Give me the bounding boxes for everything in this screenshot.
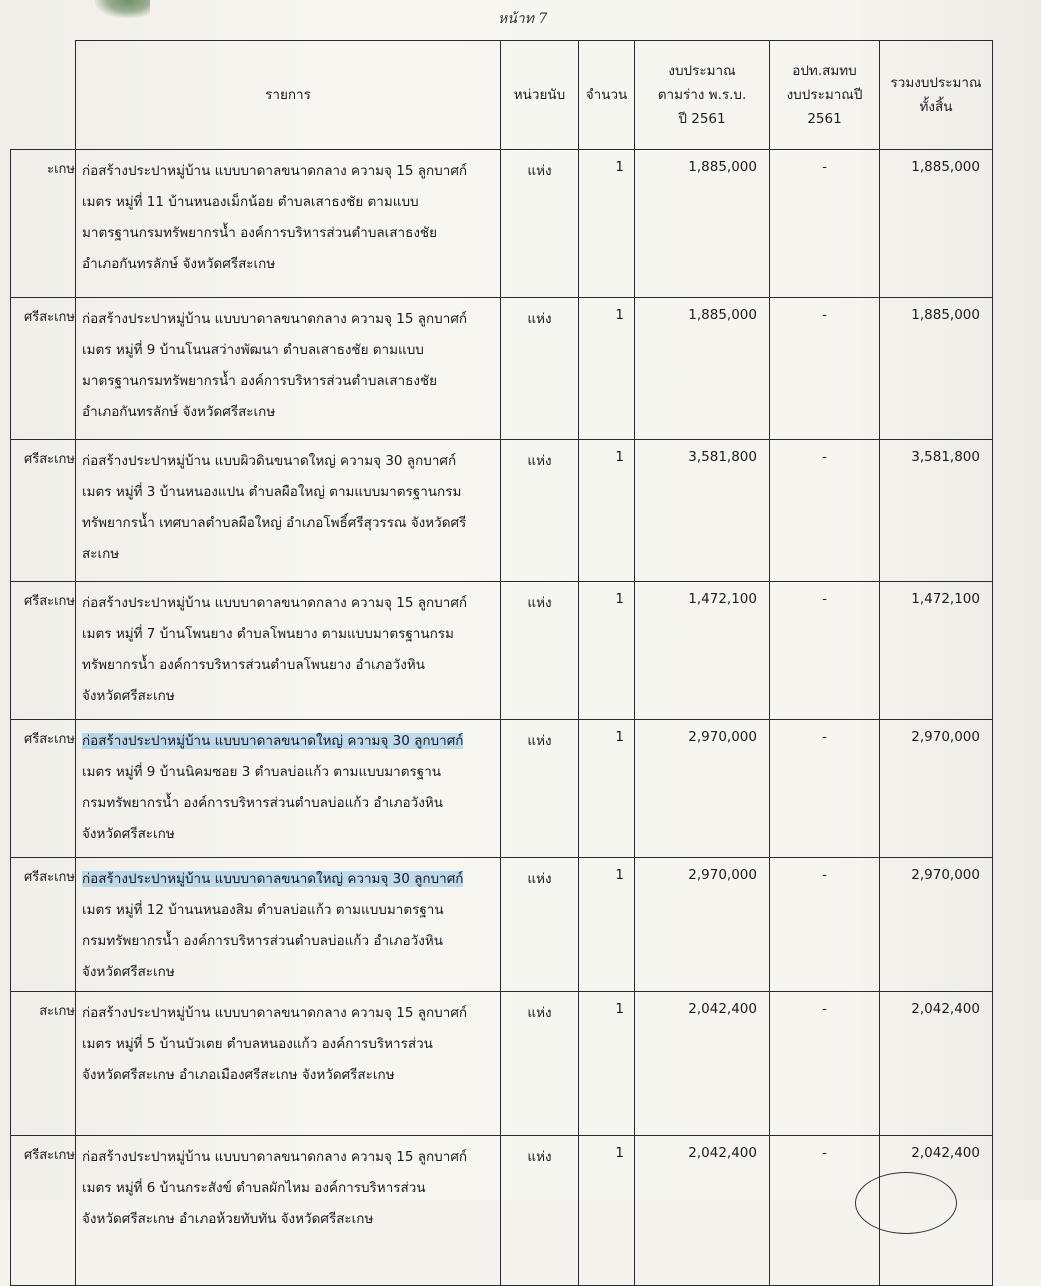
subsidy-cell: - — [770, 1136, 880, 1286]
province-cell: ศรีสะเกษ — [11, 582, 76, 720]
quantity-cell: 1 — [579, 298, 635, 440]
stamp-mark — [855, 1172, 957, 1234]
table-row — [11, 440, 993, 582]
item-description-line: เมตร หมู่ที่ 9 บ้านนิคมซอย 3 ตำบลบ่อแก้ว ตามแบบมาตรฐาน — [82, 764, 442, 780]
item-description-line: จังหวัดศรีสะเกษ — [82, 688, 175, 704]
unit-cell: แห่ง — [501, 440, 579, 582]
item-description-line — [82, 864, 494, 895]
subsidy-cell: - — [770, 858, 880, 992]
item-description-line: มาตรฐานกรมทรัพยากรน้ำ องค์การบริหารส่วนตำบลเสาธงชัย — [82, 373, 438, 389]
province-cell: ศรีสะเกษ — [11, 440, 76, 582]
subsidy-cell: - — [770, 440, 880, 582]
table-row — [11, 298, 993, 440]
item-description-line: เมตร หมู่ที่ 7 บ้านโพนยาง ตำบลโพนยาง ตามแบบมาตรฐานกรม — [82, 626, 454, 642]
subsidy-cell: - — [770, 298, 880, 440]
header-budget-line: ปี 2561 — [678, 111, 726, 127]
corner-stain — [95, 0, 150, 18]
item-description-cell — [76, 1136, 501, 1286]
header-budget-line: งบประมาณ — [668, 63, 736, 79]
table-row — [11, 992, 993, 1136]
item-description-line: เมตร หมู่ที่ 3 บ้านหนองแปน ตำบลผือใหญ่ ตามแบบมาตรฐานกรม — [82, 484, 462, 500]
unit-cell: แห่ง — [501, 1136, 579, 1286]
total-cell: 2,042,400 — [880, 992, 993, 1136]
budget-cell: 2,042,400 — [635, 1136, 770, 1286]
item-description-line: กรมทรัพยากรน้ำ องค์การบริหารส่วนตำบลบ่อแก้ว อำเภอวังหิน — [82, 795, 443, 811]
total-cell: 1,472,100 — [880, 582, 993, 720]
header-item: รายการ — [76, 41, 501, 150]
subsidy-cell: - — [770, 150, 880, 298]
table-row — [11, 720, 993, 858]
quantity-cell: 1 — [579, 582, 635, 720]
header-budget — [635, 41, 770, 150]
item-description-line: เมตร หมู่ที่ 11 บ้านหนองเม็กน้อย ตำบลเสาธงชัย ตามแบบ — [82, 194, 419, 210]
table-row — [11, 150, 993, 298]
total-cell: 1,885,000 — [880, 150, 993, 298]
table-header-row — [11, 41, 993, 150]
province-cell: ศรีสะเกษ — [11, 1136, 76, 1286]
item-description-line: เมตร หมู่ที่ 12 บ้านนหนองสิม ตำบลบ่อแก้ว ตามแบบมาตรฐาน — [82, 902, 444, 918]
item-description-cell — [76, 440, 501, 582]
total-cell: 1,885,000 — [880, 298, 993, 440]
province-cell: ะเกษ — [11, 150, 76, 298]
item-description-cell — [76, 720, 501, 858]
item-description-cell — [76, 858, 501, 992]
item-description-line: ก่อสร้างประปาหมู่บ้าน แบบบาดาลขนาดกลาง ความจุ 15 ลูกบาศก์ — [82, 1149, 468, 1165]
header-total — [880, 41, 993, 150]
table-row — [11, 582, 993, 720]
header-unit: หน่วยนับ — [501, 41, 579, 150]
item-description-cell — [76, 298, 501, 440]
highlight-mark: ก่อสร้างประปาหมู่บ้าน แบบบาดาลขนาดใหญ่ ความจุ 30 ลูกบาศก์ — [82, 871, 464, 887]
province-cell: สะเกษ — [11, 992, 76, 1136]
item-description-line: กรมทรัพยากรน้ำ องค์การบริหารส่วนตำบลบ่อแก้ว อำเภอวังหิน — [82, 933, 443, 949]
quantity-cell: 1 — [579, 440, 635, 582]
item-description-line: เมตร หมู่ที่ 5 บ้านบัวเตย ตำบลหนองแก้ว องค์การบริหารส่วน — [82, 1036, 433, 1052]
header-subsidy-line: อปท.สมทบ — [792, 63, 857, 79]
highlight-mark: ก่อสร้างประปาหมู่บ้าน แบบบาดาลขนาดใหญ่ ความจุ 30 ลูกบาศก์ — [82, 733, 464, 749]
table-row — [11, 858, 993, 992]
item-description-line: มาตรฐานกรมทรัพยากรน้ำ องค์การบริหารส่วนตำบลเสาธงชัย — [82, 225, 438, 241]
item-description-line: สะเกษ — [82, 546, 120, 562]
item-description-line: ทรัพยากรน้ำ เทศบาลตำบลผือใหญ่ อำเภอโพธิ์ศรีสุวรรณ จังหวัดศรี — [82, 515, 467, 531]
total-cell: 2,970,000 — [880, 720, 993, 858]
item-description-line: อำเภอกันทรลักษ์ จังหวัดศรีสะเกษ — [82, 404, 276, 420]
budget-cell: 2,970,000 — [635, 858, 770, 992]
item-description-line: ก่อสร้างประปาหมู่บ้าน แบบบาดาลขนาดกลาง ความจุ 15 ลูกบาศก์ — [82, 595, 468, 611]
total-cell: 2,970,000 — [880, 858, 993, 992]
total-cell: 3,581,800 — [880, 440, 993, 582]
item-description-cell — [76, 150, 501, 298]
province-cell: ศรีสะเกษ — [11, 858, 76, 992]
quantity-cell: 1 — [579, 858, 635, 992]
quantity-cell: 1 — [579, 150, 635, 298]
item-description-line: จังหวัดศรีสะเกษ อำเภอเมืองศรีสะเกษ จังหวัดศรีสะเกษ — [82, 1067, 395, 1083]
subsidy-cell: - — [770, 582, 880, 720]
header-total-line: รวมงบประมาณ — [890, 75, 982, 91]
unit-cell: แห่ง — [501, 150, 579, 298]
item-description-line: เมตร หมู่ที่ 9 บ้านโนนสว่างพัฒนา ตำบลเสาธงชัย ตามแบบ — [82, 342, 424, 358]
item-description-line: ทรัพยากรน้ำ องค์การบริหารส่วนตำบลโพนยาง อำเภอวังหิน — [82, 657, 425, 673]
quantity-cell: 1 — [579, 992, 635, 1136]
unit-cell: แห่ง — [501, 992, 579, 1136]
item-description-line: ก่อสร้างประปาหมู่บ้าน แบบบาดาลขนาดกลาง ความจุ 15 ลูกบาศก์ — [82, 163, 468, 179]
header-qty: จำนวน — [579, 41, 635, 150]
item-description-line — [82, 726, 494, 757]
subsidy-cell: - — [770, 720, 880, 858]
budget-cell: 1,885,000 — [635, 150, 770, 298]
unit-cell: แห่ง — [501, 858, 579, 992]
header-total-line: ทั้งสิ้น — [919, 99, 953, 115]
header-province — [11, 41, 76, 150]
page-number: หน้าท 7 — [498, 11, 548, 27]
table-row — [11, 1136, 993, 1286]
item-description-line: อำเภอกันทรลักษ์ จังหวัดศรีสะเกษ — [82, 256, 276, 272]
budget-table — [10, 40, 993, 1286]
item-description-line: จังหวัดศรีสะเกษ — [82, 964, 175, 980]
table-body — [11, 150, 993, 1286]
header-subsidy — [770, 41, 880, 150]
budget-cell: 2,042,400 — [635, 992, 770, 1136]
header-subsidy-line: งบประมาณปี — [786, 87, 863, 103]
item-description-line: จังหวัดศรีสะเกษ อำเภอห้วยทับทัน จังหวัดศรีสะเกษ — [82, 1211, 374, 1227]
item-description-line: ก่อสร้างประปาหมู่บ้าน แบบผิวดินขนาดใหญ่ ความจุ 30 ลูกบาศก์ — [82, 453, 457, 469]
item-description-cell — [76, 992, 501, 1136]
unit-cell: แห่ง — [501, 298, 579, 440]
province-cell: ศรีสะเกษ — [11, 298, 76, 440]
quantity-cell: 1 — [579, 1136, 635, 1286]
total-cell: 2,042,400 — [880, 1136, 993, 1286]
province-cell: ศรีสะเกษ — [11, 720, 76, 858]
budget-cell: 2,970,000 — [635, 720, 770, 858]
item-description-cell — [76, 582, 501, 720]
subsidy-cell: - — [770, 992, 880, 1136]
budget-cell: 1,472,100 — [635, 582, 770, 720]
quantity-cell: 1 — [579, 720, 635, 858]
item-description-line: ก่อสร้างประปาหมู่บ้าน แบบบาดาลขนาดกลาง ความจุ 15 ลูกบาศก์ — [82, 311, 468, 327]
item-description-line: เมตร หมู่ที่ 6 บ้านกระสังข์ ตำบลผักไหม องค์การบริหารส่วน — [82, 1180, 426, 1196]
item-description-line: ก่อสร้างประปาหมู่บ้าน แบบบาดาลขนาดกลาง ความจุ 15 ลูกบาศก์ — [82, 1005, 468, 1021]
budget-cell: 3,581,800 — [635, 440, 770, 582]
header-subsidy-line: 2561 — [807, 111, 842, 127]
header-budget-line: ตามร่าง พ.ร.บ. — [657, 87, 747, 103]
budget-cell: 1,885,000 — [635, 298, 770, 440]
unit-cell: แห่ง — [501, 720, 579, 858]
unit-cell: แห่ง — [501, 582, 579, 720]
item-description-line: จังหวัดศรีสะเกษ — [82, 826, 175, 842]
